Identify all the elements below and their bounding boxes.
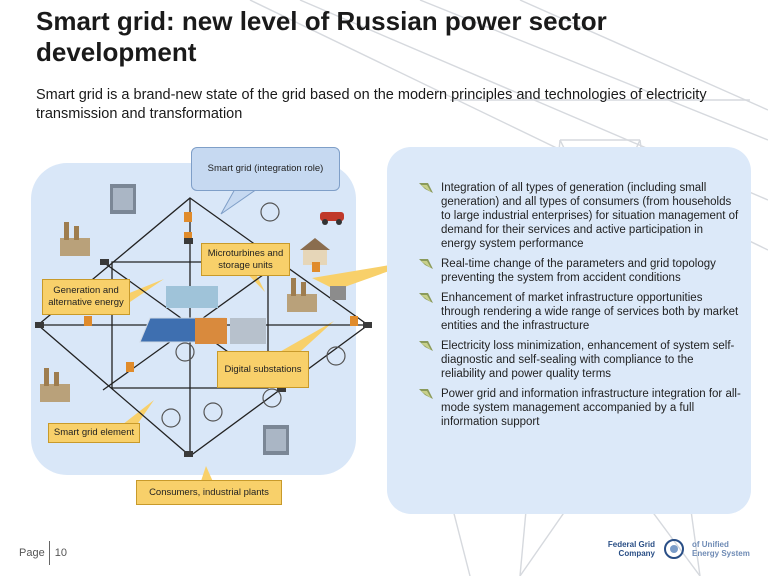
house-icon xyxy=(300,238,330,265)
benefit-text: Enhancement of market infrastructure opportunities through rendering a wide range of services both by market entities and the infrastructure xyxy=(441,292,739,332)
transmission-tower-image xyxy=(230,318,266,344)
car-icon xyxy=(320,212,344,225)
sunset-power-lines-image xyxy=(195,318,227,344)
smart-grid-callout: Smart grid (integration role) xyxy=(191,147,340,191)
page-title: Smart grid: new level of Russian power sector development xyxy=(36,6,607,67)
benefits-list xyxy=(419,181,741,435)
lightning-bullet-icon xyxy=(419,340,433,352)
lightning-bullet-icon xyxy=(419,388,433,400)
logo-text-right: of Unified Energy System xyxy=(692,540,750,558)
benefit-item xyxy=(419,181,741,251)
benefit-text: Real-time change of the parameters and grid topology preventing the system from accident conditions xyxy=(441,258,716,284)
storage-unit-icon xyxy=(330,286,346,300)
benefit-item xyxy=(419,387,741,429)
benefit-item xyxy=(419,291,741,333)
page-indicator xyxy=(19,541,67,565)
microturbines-callout: Microturbines and storage units xyxy=(201,243,290,276)
page-label: Page xyxy=(19,547,45,559)
generation-callout: Generation and alternative energy xyxy=(42,279,130,315)
factory-icon xyxy=(40,368,70,402)
page-subtitle: Smart grid is a brand-new state of the grid based on the modern principles and technologies of electricity transmission and transformation xyxy=(36,87,707,122)
substation-icon xyxy=(166,286,218,308)
benefit-text: Power grid and information infrastructure integration for all-mode system management accompanied by a full information support xyxy=(441,388,741,428)
page-separator xyxy=(49,541,50,565)
benefit-item xyxy=(419,339,741,381)
office-building-icon xyxy=(110,184,136,214)
lightning-bullet-icon xyxy=(419,182,433,194)
company-logo-icon xyxy=(660,538,688,560)
logo-text-left: Federal Grid Company xyxy=(607,540,655,558)
smart-grid-callout-tail xyxy=(221,189,257,214)
lightning-bullet-icon xyxy=(419,292,433,304)
smart-grid-element-callout: Smart grid element xyxy=(48,423,140,443)
lightning-bullet-icon xyxy=(419,258,433,270)
factory-icon xyxy=(60,222,90,256)
benefit-text: Integration of all types of generation (including small generation) and all types of consumers (from households to large industrial enterprises) for situation management of demand for their services and active participation in energy system performance xyxy=(441,182,739,250)
factory-icon xyxy=(287,278,317,312)
benefit-item xyxy=(419,257,741,285)
page-number: 10 xyxy=(54,547,67,559)
benefit-text: Electricity loss minimization, enhancement of system self-diagnostic and self-sealing with compliance to the reliability and power quality terms xyxy=(441,340,735,380)
digital-substations-callout: Digital substations xyxy=(217,351,309,388)
consumers-callout: Consumers, industrial plants xyxy=(136,480,282,505)
office-building-icon xyxy=(263,425,289,455)
